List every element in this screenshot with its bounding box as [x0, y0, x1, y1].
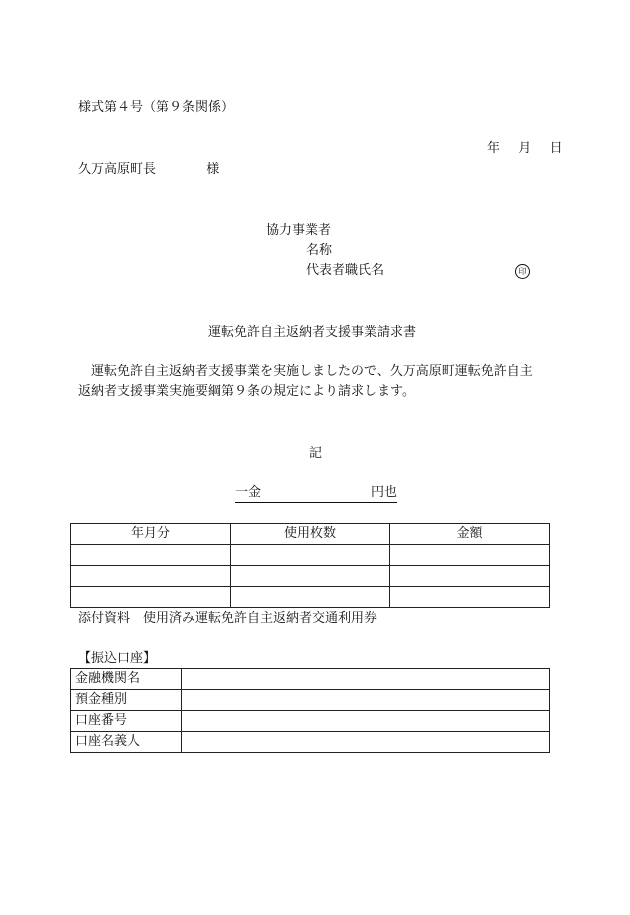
table-row [71, 669, 550, 690]
usage-cell[interactable] [71, 587, 231, 608]
applicant-name-label: 名称 [306, 243, 333, 258]
seal-icon [515, 263, 530, 279]
table-row [71, 690, 550, 711]
form-number: 様式第４号（第９条関係） [78, 100, 235, 115]
table-row [71, 545, 550, 566]
date-line [487, 141, 563, 157]
usage-header-month: 年月分 [71, 524, 231, 545]
document-title: 運転免許自主返納者支援事業請求書 [208, 325, 417, 340]
table-row [71, 587, 550, 608]
table-row [71, 732, 550, 753]
usage-cell[interactable] [390, 545, 550, 566]
year-label: 年 [487, 141, 501, 156]
usage-cell[interactable] [231, 587, 390, 608]
bank-label-account-number: 口座番号 [71, 711, 182, 732]
amount-line [235, 485, 397, 503]
bank-label-institution: 金融機関名 [71, 669, 182, 690]
ki-heading: 記 [309, 446, 323, 461]
table-row [71, 711, 550, 732]
usage-cell[interactable] [71, 545, 231, 566]
bank-value-account-type[interactable] [182, 690, 550, 711]
usage-cell[interactable] [390, 566, 550, 587]
usage-cell[interactable] [390, 587, 550, 608]
month-label: 月 [518, 141, 532, 156]
bank-label-account-type: 預金種別 [71, 690, 182, 711]
applicant-rep-label: 代表者職氏名 [306, 263, 385, 278]
usage-header-count: 使用枚数 [231, 524, 390, 545]
usage-header-amount: 金額 [390, 524, 550, 545]
bank-value-account-holder[interactable] [182, 732, 550, 753]
addressee-name: 久万高原町長 [78, 162, 157, 177]
applicant-heading: 協力事業者 [266, 223, 332, 238]
body-line-1: 運転免許自主返納者支援事業を実施しましたので、久万高原町運転免許自主 [91, 364, 533, 379]
amount-suffix: 円也 [370, 485, 397, 500]
usage-cell[interactable] [231, 545, 390, 566]
seal-mark: 印 [515, 264, 530, 279]
body-line-2: 返納者支援事業実施要綱第９条の規定により請求します。 [78, 384, 415, 399]
table-row [71, 566, 550, 587]
amount-prefix: 一金 [235, 485, 262, 500]
usage-cell[interactable] [231, 566, 390, 587]
usage-header-row [71, 524, 550, 545]
usage-cell[interactable] [71, 566, 231, 587]
addressee [78, 162, 219, 178]
bank-value-account-number[interactable] [182, 711, 550, 732]
addressee-suffix: 様 [206, 162, 220, 177]
attachment-note: 添付資料 使用済み運転免許自主返納者交通利用券 [78, 611, 378, 626]
bank-heading: 【振込口座】 [78, 651, 157, 666]
usage-table [70, 523, 550, 608]
bank-label-account-holder: 口座名義人 [71, 732, 182, 753]
day-label: 日 [549, 141, 563, 156]
bank-value-institution[interactable] [182, 669, 550, 690]
bank-table [70, 668, 550, 753]
